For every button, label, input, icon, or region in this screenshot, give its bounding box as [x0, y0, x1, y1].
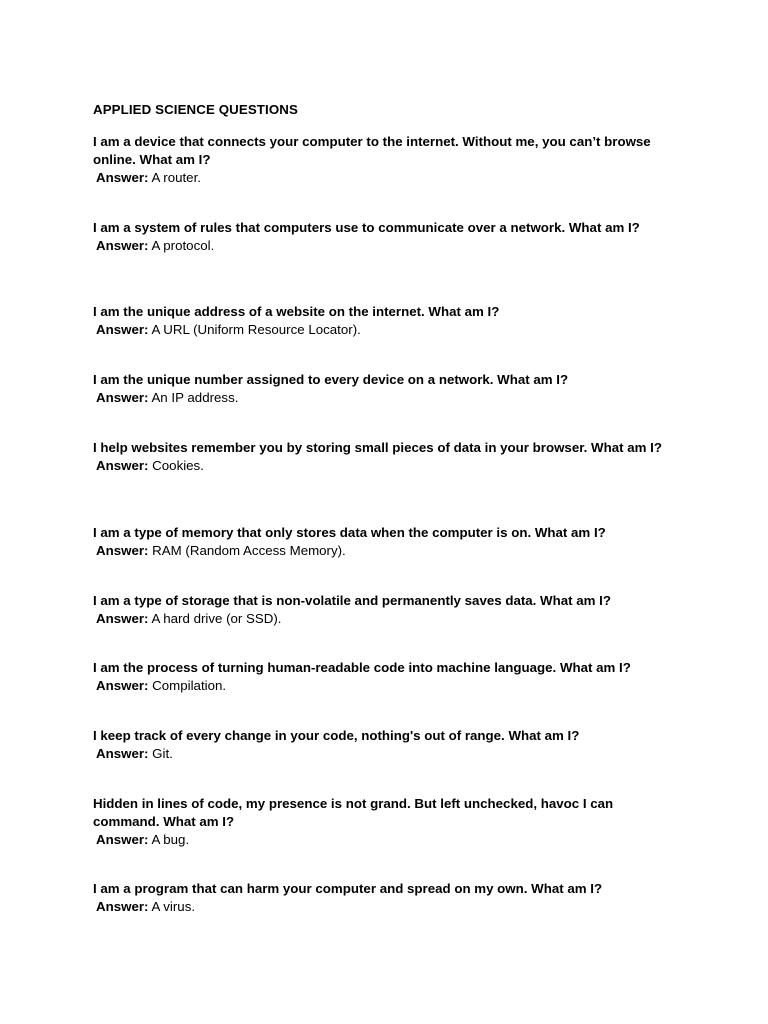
answer-label: Answer:: [96, 238, 149, 253]
answer-line: [93, 610, 673, 628]
answer-line: [93, 677, 673, 695]
document-title: APPLIED SCIENCE QUESTIONS: [93, 102, 298, 117]
qa-item: [93, 439, 673, 475]
answer-line: [93, 457, 673, 475]
answer-text: Cookies.: [152, 458, 204, 473]
answer-label: Answer:: [96, 746, 149, 761]
answer-text: A hard drive (or SSD).: [151, 611, 282, 626]
question-text: I am a device that connects your computer to the internet. Without me, you can’t browse online. What am I?: [93, 134, 651, 167]
question-text: I am a type of storage that is non-volatile and permanently saves data. What am I?: [93, 593, 611, 608]
answer-text: A virus.: [151, 899, 196, 914]
answer-label: Answer:: [96, 611, 149, 626]
question-text: I keep track of every change in your code, nothing's out of range. What am I?: [93, 728, 580, 743]
qa-item: [93, 592, 673, 628]
answer-line: [93, 898, 673, 916]
qa-item: [93, 371, 673, 407]
answer-label: Answer:: [96, 678, 149, 693]
question-text: I am the unique address of a website on the internet. What am I?: [93, 304, 500, 319]
answer-text: A URL (Uniform Resource Locator).: [151, 322, 361, 337]
question-text: I am a type of memory that only stores data when the computer is on. What am I?: [93, 525, 606, 540]
answer-text: A router.: [151, 170, 201, 185]
answer-label: Answer:: [96, 322, 149, 337]
answer-text: Git.: [152, 746, 173, 761]
qa-item: [93, 133, 673, 187]
answer-text: An IP address.: [151, 390, 239, 405]
qa-item: [93, 880, 673, 916]
answer-line: [93, 542, 673, 560]
answer-label: Answer:: [96, 899, 149, 914]
answer-label: Answer:: [96, 458, 149, 473]
answer-text: RAM (Random Access Memory).: [152, 543, 346, 558]
answer-label: Answer:: [96, 390, 149, 405]
qa-item: [93, 303, 673, 339]
qa-item: [93, 727, 673, 763]
question-text: Hidden in lines of code, my presence is not grand. But left unchecked, havoc I can command. What am I?: [93, 796, 614, 829]
answer-line: [93, 169, 673, 187]
qa-item: [93, 795, 673, 849]
question-text: I am the unique number assigned to every device on a network. What am I?: [93, 372, 569, 387]
answer-line: [93, 831, 673, 849]
question-text: I am a system of rules that computers use to communicate over a network. What am I?: [93, 220, 640, 235]
answer-label: Answer:: [96, 543, 149, 558]
answer-text: A protocol.: [151, 238, 215, 253]
answer-label: Answer:: [96, 832, 149, 847]
answer-line: [93, 389, 673, 407]
answer-text: A bug.: [151, 832, 190, 847]
qa-item: [93, 219, 673, 255]
question-text: I help websites remember you by storing small pieces of data in your browser. What am I?: [93, 440, 662, 455]
answer-text: Compilation.: [152, 678, 227, 693]
qa-item: [93, 524, 673, 560]
answer-line: [93, 321, 673, 339]
answer-label: Answer:: [96, 170, 149, 185]
question-text: I am the process of turning human-readable code into machine language. What am I?: [93, 660, 631, 675]
qa-item: [93, 659, 673, 695]
answer-line: [93, 745, 673, 763]
question-text: I am a program that can harm your computer and spread on my own. What am I?: [93, 881, 603, 896]
answer-line: [93, 237, 673, 255]
